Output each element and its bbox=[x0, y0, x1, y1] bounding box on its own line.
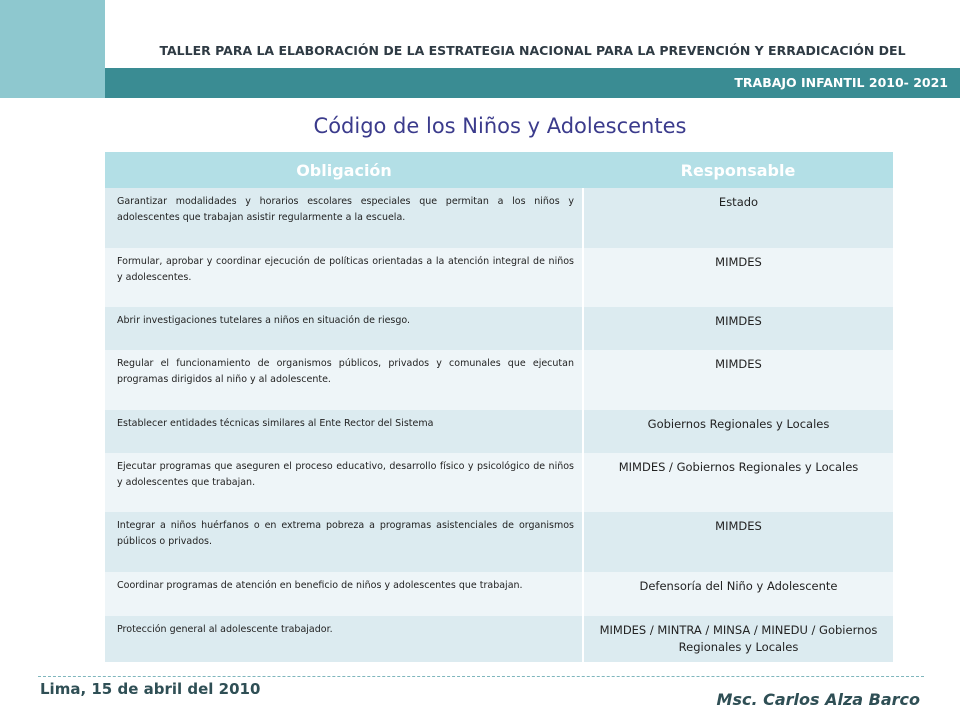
table-row bbox=[105, 350, 893, 410]
table-row bbox=[105, 572, 893, 616]
responsible-cell: MIMDES bbox=[583, 307, 893, 350]
header-subtitle-bar bbox=[105, 68, 960, 98]
responsible-cell: MIMDES bbox=[583, 512, 893, 572]
responsible-cell: Gobiernos Regionales y Locales bbox=[583, 410, 893, 453]
table-header-row bbox=[105, 152, 893, 188]
slide-title: Código de los Niños y Adolescentes bbox=[313, 114, 687, 138]
responsible-cell: MIMDES / Gobiernos Regionales y Locales bbox=[583, 453, 893, 512]
obligation-cell: Coordinar programas de atención en beneficio de niños y adolescentes que trabajan. bbox=[105, 572, 583, 616]
table-row bbox=[105, 307, 893, 350]
footer-divider bbox=[38, 676, 924, 677]
header-title-line2: TRABAJO INFANTIL 2010- 2021 bbox=[734, 75, 948, 90]
header-title-area bbox=[105, 0, 960, 68]
responsible-cell: Defensoría del Niño y Adolescente bbox=[583, 572, 893, 616]
obligation-cell: Protección general al adolescente trabajador. bbox=[105, 616, 583, 662]
table-row bbox=[105, 248, 893, 307]
header-title-line1: TALLER PARA LA ELABORACIÓN DE LA ESTRATEGIA NACIONAL PARA LA PREVENCIÓN Y ERRADICACIÓN DEL bbox=[159, 43, 906, 58]
table-row bbox=[105, 188, 893, 248]
table-row bbox=[105, 453, 893, 512]
responsible-cell: MIMDES bbox=[583, 248, 893, 307]
obligation-cell: Integrar a niños huérfanos o en extrema pobreza a programas asistenciales de organismos públicos o privados. bbox=[105, 512, 583, 572]
obligation-cell: Regular el funcionamiento de organismos públicos, privados y comunales que ejecutan programas dirigidos al niño y al adolescente. bbox=[105, 350, 583, 410]
footer-author: Msc. Carlos Alza Barco bbox=[716, 690, 920, 709]
responsible-cell: Estado bbox=[583, 188, 893, 248]
obligation-cell: Abrir investigaciones tutelares a niños en situación de riesgo. bbox=[105, 307, 583, 350]
table-row bbox=[105, 410, 893, 453]
obligation-cell: Garantizar modalidades y horarios escolares especiales que permitan a los niños y adolescentes que trabajan asistir regularmente a la escuela. bbox=[105, 188, 583, 248]
footer-date: Lima, 15 de abril del 2010 bbox=[40, 680, 261, 698]
table-row bbox=[105, 616, 893, 662]
obligation-cell: Ejecutar programas que aseguren el proceso educativo, desarrollo físico y psicológico de niños y adolescentes que trabajan. bbox=[105, 453, 583, 512]
obligations-table bbox=[105, 152, 893, 662]
obligation-cell: Formular, aprobar y coordinar ejecución de políticas orientadas a la atención integral de niños y adolescentes. bbox=[105, 248, 583, 307]
obligation-cell: Establecer entidades técnicas similares al Ente Rector del Sistema bbox=[105, 410, 583, 453]
column-header-responsable: Responsable bbox=[583, 152, 893, 188]
responsible-cell: MIMDES / MINTRA / MINSA / MINEDU / Gobiernos Regionales y Locales bbox=[583, 616, 893, 662]
column-header-obligacion: Obligación bbox=[105, 152, 583, 188]
responsible-cell: MIMDES bbox=[583, 350, 893, 410]
table-row bbox=[105, 512, 893, 572]
